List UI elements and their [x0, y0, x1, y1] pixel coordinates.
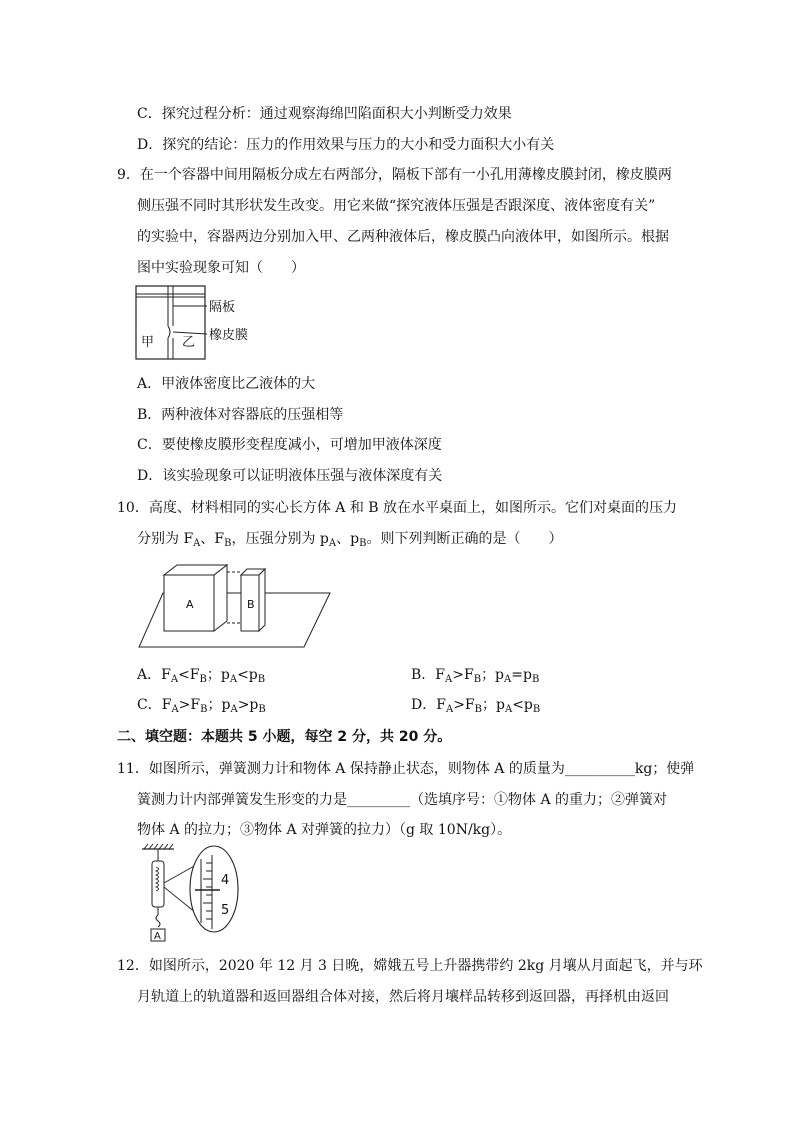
- q9-stem-line1: 9．在一个容器中间用隔板分成左右两部分，隔板下部有一小孔用薄橡皮膜封闭，橡皮膜两: [117, 167, 672, 183]
- q10-stem-line2: 分别为 $F_A$、$F_B$，压强分别为 $p_A$、$p_B$。则下列判断正确的是（ ）: [137, 531, 563, 549]
- q11-stem-line2: 簧测力计内部弹簧发生形变的力是_________（选填序号：①物体 A 的重力；②弹簧对: [137, 792, 668, 808]
- q9-option-a: A．甲液体密度比乙液体的大: [137, 376, 316, 392]
- q11-scale-mark-5: 5: [221, 903, 230, 918]
- q9-stem-line2: 侧压强不同时其形状发生改变。用它来做“探究液体压强是否跟深度、液体密度有关”: [137, 198, 656, 214]
- q9-stem-line4: 图中实验现象可知（ ）: [137, 260, 305, 276]
- q9-option-b: B．两种液体对容器底的压强相等: [137, 407, 344, 423]
- q10-block-a-label: A: [186, 598, 194, 611]
- q8-option-d: D．探究的结论：压力的作用效果与压力的大小和受力面积大小有关: [137, 137, 555, 153]
- q10-blocks-figure: [137, 563, 337, 653]
- q11-object-a-label: A: [154, 931, 161, 942]
- q10-option-d: D．$F_A>F_B$；$p_A<p_B$: [411, 697, 541, 715]
- q9-option-c: C．要使橡皮膜形变程度减小，可增加甲液体深度: [137, 437, 442, 453]
- q10-option-a: A．$F_A<F_B$；$p_A<p_B$: [137, 667, 266, 685]
- q9-option-d: D．该实验现象可以证明液体压强与液体深度有关: [137, 468, 443, 484]
- q10-option-c: C．$F_A>F_B$；$p_A>p_B$: [137, 697, 266, 715]
- q12-stem-line1: 12．如图所示，2020 年 12 月 3 日晚，嫦娥五号上升器携带约 2kg 月壤从月面起飞，并与环: [117, 958, 703, 974]
- q11-scale-mark-4: 4: [221, 873, 230, 888]
- q9-label-membrane: 橡皮膜: [209, 328, 249, 343]
- q10-block-b-label: B: [247, 598, 255, 611]
- q11-stem-line1: 11．如图所示，弹簧测力计和物体 A 保持静止状态，则物体 A 的质量为__________kg；使弹: [117, 761, 695, 777]
- q9-container-figure: [135, 284, 275, 364]
- q11-stem-line3: 物体 A 的拉力；③物体 A 对弹簧的拉力）（g 取 10N/kg）。: [137, 822, 512, 838]
- section-2-heading: 二、填空题：本题共 5 小题，每空 2 分，共 20 分。: [117, 729, 452, 745]
- q8-option-c: C．探究过程分析：通过观察海绵凹陷面积大小判断受力效果: [137, 106, 512, 122]
- q9-label-divider: 隔板: [209, 300, 236, 315]
- q11-spring-scale-figure: [140, 843, 250, 943]
- q9-label-yi: 乙: [182, 335, 196, 350]
- q10-option-b: B．$F_A>F_B$；$p_A=p_B$: [411, 667, 540, 685]
- q9-label-jia: 甲: [141, 335, 155, 350]
- q10-stem-line1: 10．高度、材料相同的实心长方体 A 和 B 放在水平桌面上，如图所示。它们对桌面的压力: [117, 500, 678, 516]
- q9-stem-line3: 的实验中，容器两边分别加入甲、乙两种液体后，橡皮膜凸向液体甲，如图所示。根据: [137, 229, 669, 245]
- q12-stem-line2: 月轨道上的轨道器和返回器组合体对接，然后将月壤样品转移到返回器，再择机由返回: [137, 989, 669, 1005]
